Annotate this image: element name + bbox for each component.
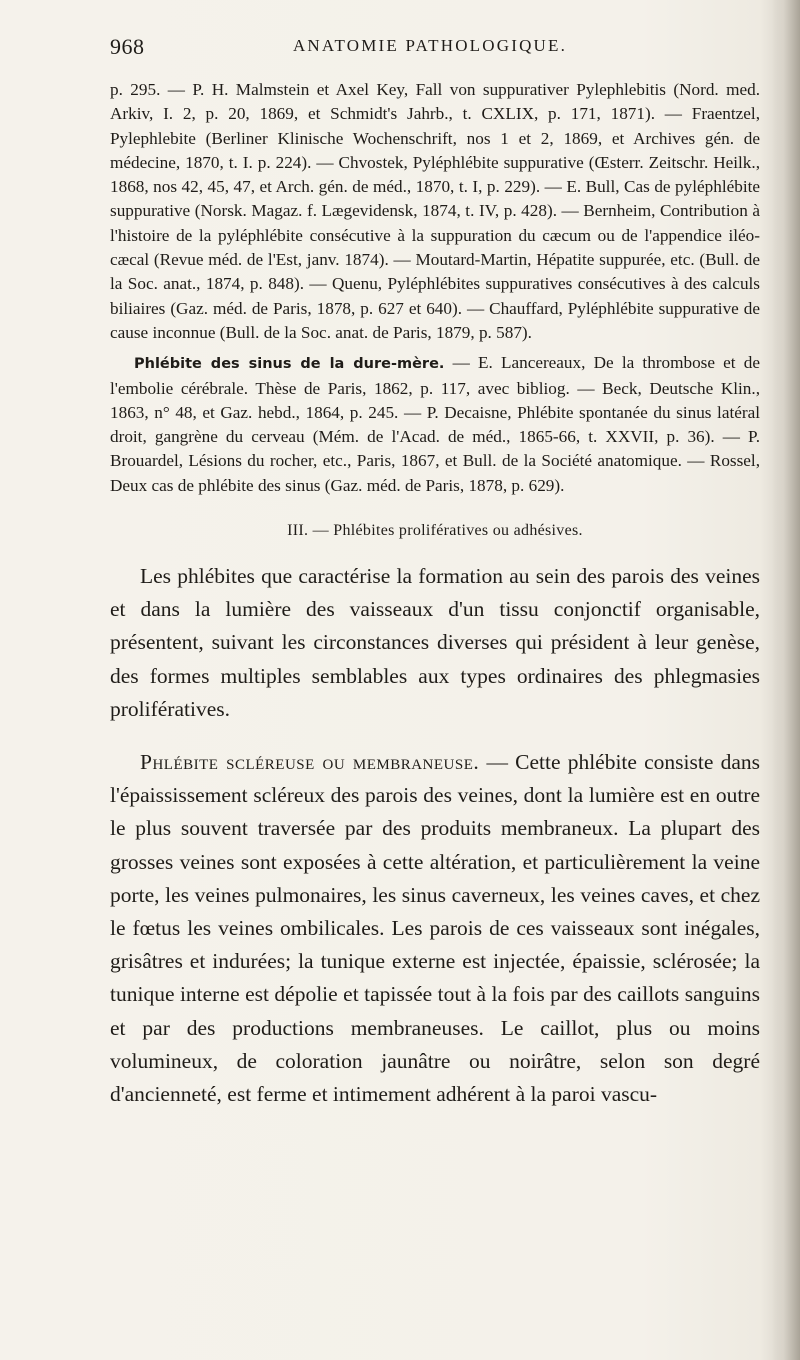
bibliography-text: — E. Lancereaux, De la thrombose et de l'embolie cérébrale. Thèse de Paris, 1862, p. 117, avec bibliog. — Beck, Deutsche Klin., 1863, n° 48, et Gaz. hebd., 1864, p. 245. — P. Decaisne, Phlébite spontanée du sinus latéral droit, gangrène du cerveau (Mém. de l'Acad. de méd., 1865-66, t. XXVII, p. 36). — P. Brouardel, Lésions du rocher, etc., Paris, 1867, et Bull. de la Société anatomique. — Rossel, Deux cas de phlébite des sinus (Gaz. méd. de Paris, 1878, p. 629). [110, 353, 760, 495]
body-paragraph-intro: Les phlébites que caractérise la formation au sein des parois des veines et dans la lumière des vaisseaux d'un tissu conjonctif organisable, présentent, suivant les circonstances diverses qui président à leur genèse, des formes multiples semblables aux types ordinaires des phlegmasies prolifératives. [110, 564, 760, 721]
section-title: III. — Phlébites prolifératives ou adhésives. [287, 522, 583, 540]
bibliography-continued: p. 295. — P. H. Malmstein et Axel Key, Fall von suppurativer Pylephlebitis (Nord. med. Arkiv, I. 2, p. 20, 1869, et Schmidt's Jahrb., t. CXLIX, p. 171, 1871). — Fraentzel, Pylephlebite (Berliner Klinische Wochenschrift, nos 1 et 2, 1869, et Archives gén. de médecine, 1870, t. I. p. 224). — Chvostek, Pyléphlébite suppurative (Œsterr. Zeitschr. Heilk., 1868, nos 42, 45, 47, et Arch. gén. de méd., 1870, t. I, p. 229). — E. Bull, Cas de pyléphlébite suppurative (Norsk. Magaz. f. Lægevidensk, 1874, t. IV, p. 428). — Bernheim, Contribution à l'histoire de la pyléphlébite consécutive à la suppuration du cæcum ou de l'appendice iléo-cæcal (Revue méd. de l'Est, janv. 1874). — Moutard-Martin, Hépatite suppurée, etc. (Bull. de la Soc. anat., 1874, p. 848). — Quenu, Pyléphlébites suppuratives consécutives à des calculs biliaires (Gaz. méd. de Paris, 1878, p. 627 et 640). — Chauffard, Pyléphlébite suppurative de cause inconnue (Bull. de la Soc. anat. de Paris, 1879, p. 587). [110, 80, 760, 342]
page-number: 968 [110, 34, 145, 59]
page-edge-shadow [772, 0, 800, 1360]
page-header [110, 34, 750, 64]
paragraph-text: — Cette phlébite consiste dans l'épaississement scléreux des parois des veines, dont la lumière est en outre le plus souvent traversée par des produits membraneux. La plupart des grosses veines sont exposées à cette altération, et particulièrement la veine porte, les veines pulmonaires, les sinus caverneux, les veines caves, et chez le fœtus les veines ombilicales. Les parois de ces vaisseaux sont inégales, grisâtres et indurées; la tunique externe est injectée, épaissie, sclérosée; la tunique interne est dépolie et tapissée tout à la fois par des caillots sanguins et par des productions membraneuses. Le caillot, plus ou moins volumineux, de coloration jaunâtre ou noirâtre, selon son degré d'ancienneté, est ferme et intimement adhérent à la paroi vascu- [110, 750, 761, 1107]
bibliography-sinus-phlebitis [110, 351, 760, 498]
body-paragraph-sclerous-phlebitis [110, 746, 760, 1111]
running-head: ANATOMIE PATHOLOGIQUE. [292, 36, 568, 55]
paragraph-lead: Phlébite scléreuse ou membraneuse. [140, 750, 480, 775]
bibliography-heading: Phlébite des sinus de la dure-mère. [134, 356, 445, 373]
page-content [110, 78, 760, 1111]
